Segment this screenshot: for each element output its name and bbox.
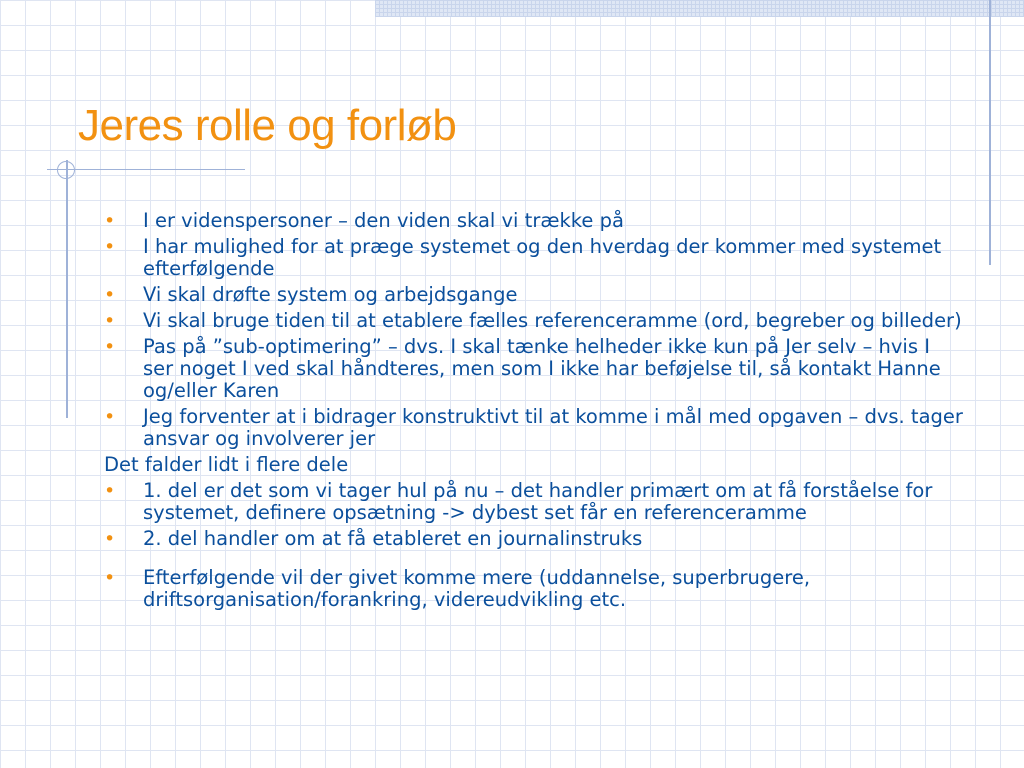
decorative-vertical-line-right (989, 0, 991, 265)
list-item-text: Efterfølgende vil der givet komme mere (uddannelse, superbrugere, driftsorganisation/forankring, videreudvikling etc. (143, 566, 811, 611)
list-item (104, 284, 964, 306)
slide-title: Jeres rolle og forløb (78, 101, 457, 150)
list-item-text: Pas på ”sub-optimering” – dvs. I skal tænke helheder ikke kun på Jer selv – hvis I ser noget I ved skal håndteres, men som I ikke har beføjelse til, så kontakt Hanne og/eller Karen (143, 335, 941, 402)
bullet-icon: • (104, 528, 116, 550)
bullet-list-main (104, 210, 964, 450)
list-item (104, 567, 964, 611)
list-item (104, 406, 964, 450)
list-item (104, 480, 964, 524)
decorative-top-band (375, 0, 1024, 17)
list-item-text: 1. del er det som vi tager hul på nu – det handler primært om at få forståelse for systemet, definere opsætning -> dybest set får en referenceramme (143, 479, 933, 524)
list-item-text: I har mulighed for at præge systemet og den hverdag der kommer med systemet efterfølgende (143, 235, 942, 280)
list-item (104, 236, 964, 280)
bullet-icon: • (104, 336, 116, 358)
list-item (104, 210, 964, 232)
list-item-text: I er videnspersoner – den viden skal vi trække på (143, 209, 624, 232)
bullet-icon: • (104, 210, 116, 232)
list-item-text: Vi skal drøfte system og arbejdsgange (143, 283, 518, 306)
decorative-title-underline (47, 169, 245, 170)
list-item-text: 2. del handler om at få etableret en journalinstruks (143, 527, 643, 550)
bullet-list-parts (104, 480, 964, 550)
bullet-icon: • (104, 310, 116, 332)
list-item (104, 336, 964, 402)
list-item-text: Vi skal bruge tiden til at etablere fælles referenceramme (ord, begreber og billeder) (143, 309, 962, 332)
bullet-icon: • (104, 406, 116, 428)
bullet-icon: • (104, 480, 116, 502)
decorative-vertical-line-left (66, 160, 68, 418)
decorative-crosshair-circle (57, 161, 75, 179)
section-subheading: Det falder lidt i flere dele (104, 453, 349, 476)
list-item (104, 528, 964, 550)
list-item (104, 310, 964, 332)
slide-body (104, 210, 964, 615)
bullet-icon: • (104, 567, 116, 589)
bullet-list-followup (104, 567, 964, 611)
list-item-text: Jeg forventer at i bidrager konstruktivt til at komme i mål med opgaven – dvs. tager ansvar og involverer jer (143, 405, 963, 450)
bullet-icon: • (104, 284, 116, 306)
bullet-icon: • (104, 236, 116, 258)
